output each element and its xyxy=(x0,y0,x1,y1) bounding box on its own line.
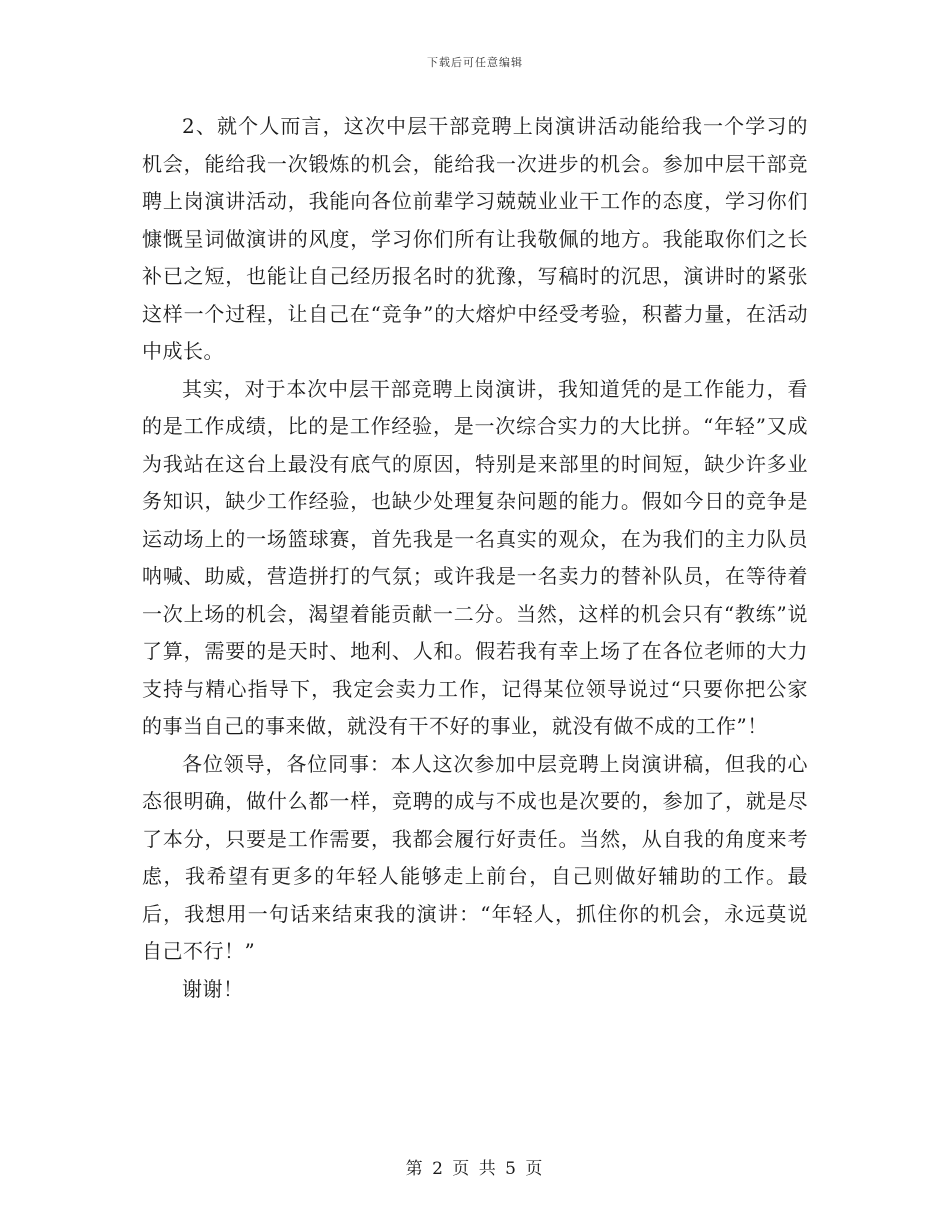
page-header-note: 下载后可任意编辑 xyxy=(427,56,523,69)
paragraph-closing: 各位领导，各位同事：本人这次参加中层竞聘上岗演讲稿，但我的心态很明确，做什么都一样，竞聘的成与不成也是次要的，参加了，就是尽了本分，只要是工作需要，我都会履行好责任。当然，从自我的角度来考虑，我希望有更多的年轻人能够走上前台，自己则做好辅助的工作。最后，我想用一句话来结束我的演讲：“年轻人，抓住你的机会，永远莫说自己不行！” xyxy=(142,751,808,963)
document-body xyxy=(142,108,808,1008)
paragraph-personal-view: 2、就个人而言，这次中层干部竞聘上岗演讲活动能给我一个学习的机会，能给我一次锻炼的机会，能给我一次进步的机会。参加中层干部竞聘上岗演讲活动，我能向各位前辈学习兢兢业业干工作的态度，学习你们慷慨呈词做演讲的风度，学习你们所有让我敬佩的地方。我能取你们之长补已之短，也能让自己经历报名时的犹豫，写稿时的沉思，演讲时的紧张这样一个过程，让自己在“竞争”的大熔炉中经受考验，积蓄力量，在活动中成长。 xyxy=(142,114,808,363)
paragraph-thanks: 谢谢！ xyxy=(182,976,244,1001)
paragraph-competition: 其实，对于本次中层干部竞聘上岗演讲，我知道凭的是工作能力，看的是工作成绩，比的是工作经验，是一次综合实力的大比拼。“年轻”又成为我站在这台上最没有底气的原因，特别是来部里的时间短，缺少许多业务知识，缺少工作经验，也缺少处理复杂问题的能力。假如今日的竞争是运动场上的一场篮球赛，首先我是一名真实的观众，在为我们的主力队员呐喊、助威，营造拼打的气氛；或许我是一名卖力的替补队员，在等待着一次上场的机会，渴望着能贡献一二分。当然，这样的机会只有“教练”说了算，需要的是天时、地利、人和。假若我有幸上场了在各位老师的大力支持与精心指导下，我定会卖力工作，记得某位领导说过“只要你把公家的事当自己的事来做，就没有干不好的事业，就没有做不成的工作”！ xyxy=(142,376,808,738)
page-number: 第 2 页 共 5 页 xyxy=(405,1159,545,1179)
